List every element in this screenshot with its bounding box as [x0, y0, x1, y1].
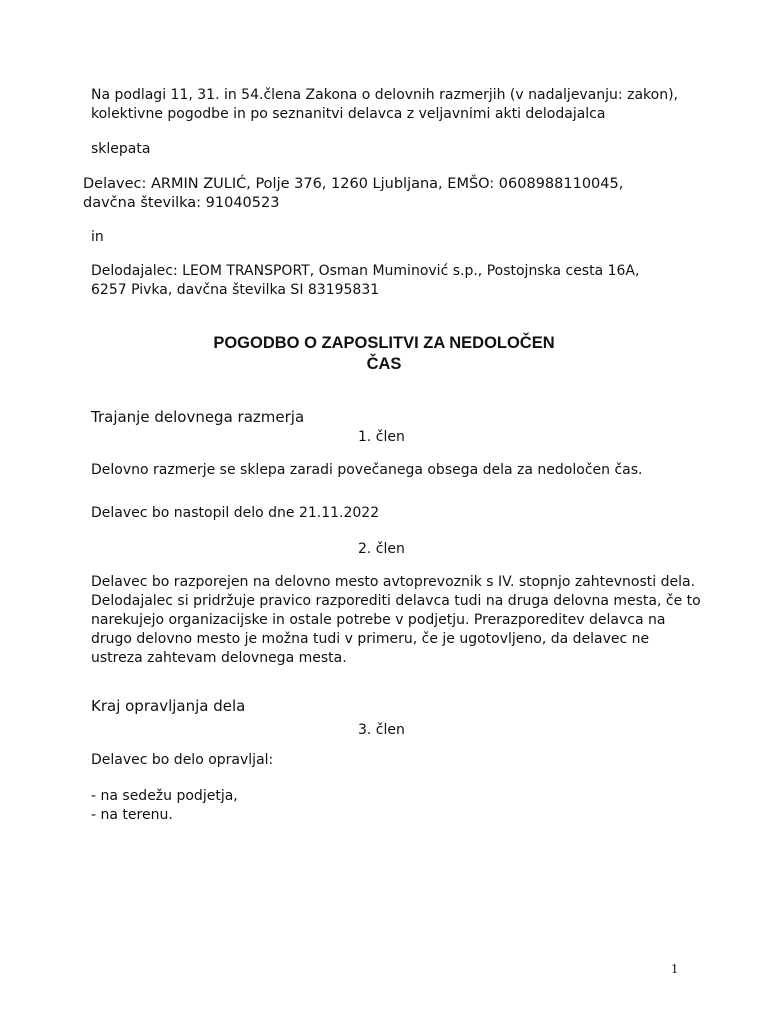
clen-3-paragraph-1: Delavec bo delo opravljal:: [91, 752, 274, 768]
document-title: [0, 333, 768, 375]
clen-1-paragraph-1: Delovno razmerje se sklepa zaradi povečanega obsega dela za nedoločen čas.: [91, 462, 643, 478]
clen-2-line-5: ustreza zahtevam delovnega mesta.: [91, 650, 347, 666]
delodajalec-party: [91, 262, 639, 300]
list-item: - na terenu.: [91, 807, 173, 823]
clen-1-label: 1. člen: [358, 429, 405, 445]
delavec-line-1: Delavec: ARMIN ZULIĆ, Polje 376, 1260 Ljubljana, EMŠO: 0608988110045,: [83, 176, 624, 192]
section-heading-kraj: Kraj opravljanja dela: [91, 697, 246, 715]
clen-2-line-2: Delodajalec si pridržuje pravico razporediti delavca tudi na druga delovna mesta, če to: [91, 593, 701, 609]
clen-1-paragraph-2: Delavec bo nastopil delo dne 21.11.2022: [91, 505, 380, 521]
clen-3-label: 3. člen: [358, 722, 405, 738]
in-text: in: [91, 229, 104, 245]
clen-2-paragraph: [91, 573, 701, 668]
location-list: [91, 787, 238, 825]
clen-2-label: 2. člen: [358, 541, 405, 557]
clen-2-line-4: drugo delovno mesto je možna tudi v primeru, če je ugotovljeno, da delavec ne: [91, 631, 650, 647]
delodajalec-line-2: 6257 Pivka, davčna številka SI 83195831: [91, 282, 380, 298]
title-line-1: POGODBO O ZAPOSLITVI ZA NEDOLOČEN: [213, 334, 555, 352]
clen-2-line-1: Delavec bo razporejen na delovno mesto avtoprevoznik s IV. stopnjo zahtevnosti dela.: [91, 574, 696, 590]
clen-2-line-3: narekujejo organizacijske in ostale potrebe v podjetju. Prerazporeditev delavca na: [91, 612, 666, 628]
delavec-line-2: davčna številka: 91040523: [83, 195, 280, 211]
intro-line-2: kolektivne pogodbe in po seznanitvi delavca z veljavnimi akti delodajalca: [91, 106, 606, 122]
list-item: - na sedežu podjetja,: [91, 788, 238, 804]
delavec-party: [83, 175, 623, 213]
intro-line-1: Na podlagi 11, 31. in 54.člena Zakona o delovnih razmerjih (v nadaljevanju: zakon),: [91, 87, 678, 103]
sklepata-text: sklepata: [91, 141, 151, 157]
delodajalec-line-1: Delodajalec: LEOM TRANSPORT, Osman Muminović s.p., Postojnska cesta 16A,: [91, 263, 640, 279]
intro-paragraph: [91, 86, 678, 124]
page-number: 1: [671, 962, 678, 977]
section-heading-trajanje: Trajanje delovnega razmerja: [91, 408, 305, 426]
title-line-2: ČAS: [366, 355, 402, 373]
